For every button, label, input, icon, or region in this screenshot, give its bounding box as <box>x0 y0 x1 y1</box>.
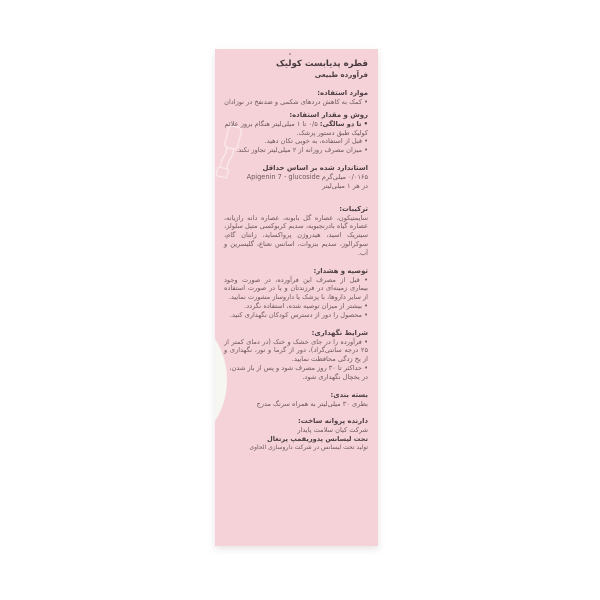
dosage-amount: ۰/۵ تا ۱ میلی‌لیتر هنگام بروز علائم کولیک طبق دستور پزشک. <box>224 119 368 137</box>
dosage-line-1 <box>224 120 368 138</box>
packaging-heading: بسته بندی: <box>330 390 368 399</box>
ingredients-text: سایمتیکون، عصاره گل بابونه، عصاره دانه رازیانه، عصاره گیاه بادرنجبویه، سدیم کربوکسی متیل سلولز، سیتریک اسید، هیدروژن پرواکساید، زانتان گام، سوکرالوز، سدیم بنزوات، اسانس نعناع، گلیسرین و آب. <box>224 213 368 257</box>
warning-item: • قبل از مصرف این فرآورده، در صورت وجود بیماری زمینه‌ای در فرزندتان و یا در صورت استفاده از سایر داروها، با پزشک یا داروساز مشورت نمایید. <box>224 275 368 302</box>
product-subtitle: فرآورده طبیعی <box>314 71 368 79</box>
standard-value-en: Apigenin 7 - glucoside <box>246 172 320 181</box>
dosage-line-2: • قبل از استفاده، به خوبی تکان دهید. <box>264 137 368 146</box>
usage-heading: موارد استفاده: <box>317 89 368 97</box>
standard-value <box>224 173 368 182</box>
license-licensor: تحت لیسانس پدوریفمپ پرتغال <box>266 435 368 444</box>
standard-value-fa: ۰/۰۱۶۵ میلی‌گرم <box>321 172 368 181</box>
section-packaging <box>224 391 368 409</box>
storage-item: • فرآورده را در جای خشک و خنک (در دمای کمتر از ۲۵ درجه سانتی‌گراد)، دور از گرما و نور، نگهداری و از یخ زدگی محافظت نمایید. <box>224 337 368 364</box>
dosage-age-label: • تا دو سالگی: <box>319 119 368 128</box>
section-license <box>224 417 368 452</box>
standard-heading: استاندارد شده بر اساس حداقل <box>262 163 368 172</box>
storage-item: • حداکثر تا ۳۰ روز مصرف شود و پس از باز شدن، در یخچال نگهداری شود. <box>229 363 368 381</box>
section-usage <box>224 89 368 107</box>
product-box <box>215 49 378 546</box>
label-content <box>215 49 378 452</box>
section-ingredients <box>224 205 368 258</box>
standard-per: در هر ۱ میلی‌لیتر <box>322 181 368 190</box>
storage-heading: شرایط نگهداری: <box>311 328 368 337</box>
section-storage <box>224 329 368 382</box>
license-heading: دارنده پروانه ساخت: <box>298 417 368 426</box>
packaging-text: بطری ۳۰ میلی‌لیتر به همراه سرنگ مدرج <box>256 399 368 408</box>
usage-text: • کمک به کاهش دردهای شکمی و ضدنفخ در نوزادان <box>224 98 368 106</box>
product-title: قطره پدیابست کولیک <box>275 59 368 69</box>
warnings-heading: توصیه و هشدار: <box>313 266 368 275</box>
section-warnings <box>224 267 368 320</box>
license-produced: تولید تحت لیسانس در شرکت داروسازی الحاوی <box>249 443 368 451</box>
ingredients-heading: ترکیبات: <box>339 204 368 213</box>
warning-item: • محصول را دور از دسترس کودکان نگهداری کنید. <box>229 310 368 319</box>
warning-item: • بیشتر از میزان توصیه شده، استفاده نگردد. <box>244 301 368 310</box>
dosage-heading: روش و مقدار استفاده: <box>289 110 368 119</box>
dosage-line-3: • میزان مصرف روزانه از ۲ میلی‌لیتر تجاوز نکند. <box>236 146 368 155</box>
section-standard <box>224 164 368 191</box>
license-company: شرکت کیان سلامت پایدار <box>297 426 368 435</box>
section-dosage <box>224 111 368 155</box>
